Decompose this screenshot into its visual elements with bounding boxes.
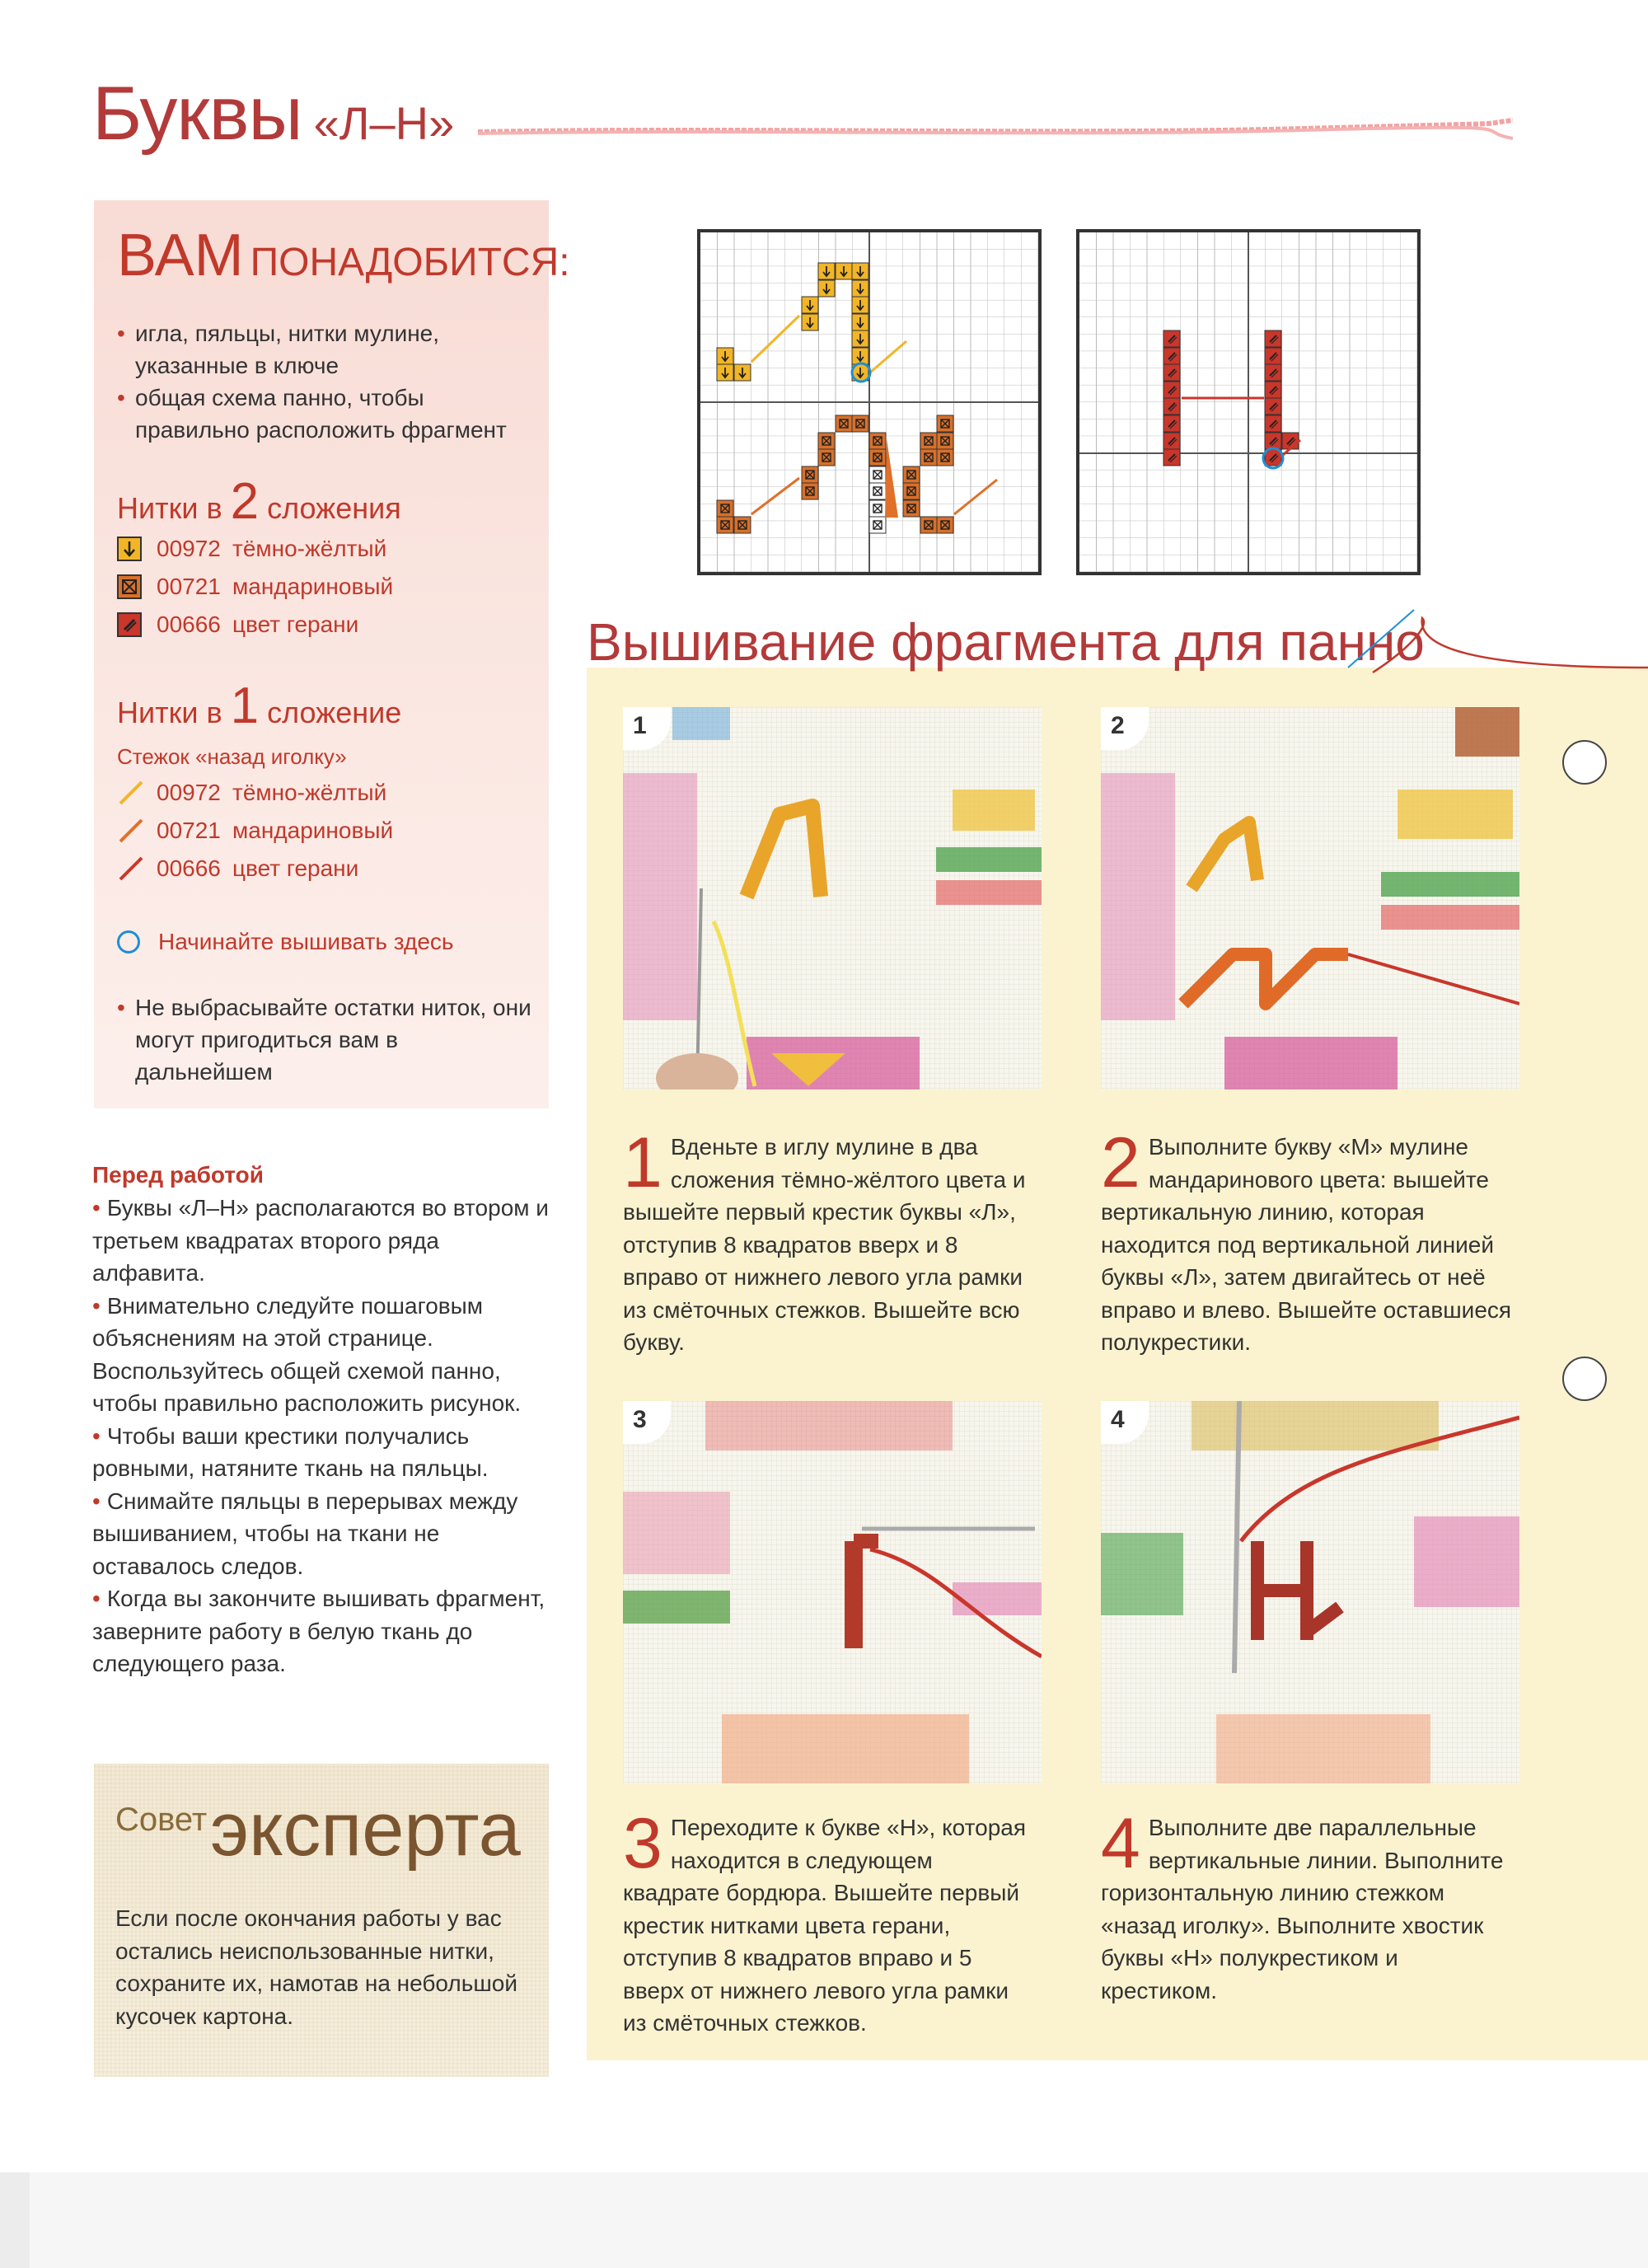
start-circle-icon (117, 930, 140, 954)
step-photo-number: 3 (623, 1401, 671, 1444)
one-strand-number: 1 (230, 677, 260, 734)
key-row-00721: 00721 мандариновый (117, 568, 393, 606)
thread-needle-decoration (1340, 602, 1648, 681)
needs-heading-small: ПОНАДОБИТСЯ: (250, 241, 570, 284)
key-row-00972: 00972 тёмно-жёлтый (117, 530, 386, 568)
key-row-00666: 00666 цвет герани (117, 606, 358, 644)
line-key-00666: 00666 цвет герани (117, 850, 358, 888)
step-number: 4 (1101, 1804, 1140, 1883)
backstitch-label: Стежок «назад иголку» (117, 744, 347, 769)
slash-symbol-icon (117, 612, 142, 637)
line-key-00972: 00972 тёмно-жёлтый (117, 774, 386, 812)
keep-threads-note (117, 991, 537, 1088)
embroidery-title: Вышивание фрагмента для панно (587, 612, 1425, 672)
step-photo-number: 4 (1101, 1401, 1149, 1444)
step-number: 2 (1101, 1123, 1140, 1202)
expert-tip-text: Если после окончания работы у вас остались неиспользованные нитки, сохраните их, намотав на небольшой кусочек картона. (115, 1905, 517, 2029)
before-work-item: • Буквы «Л–Н» располагаются во втором и третьем квадратах второго ряда алфавита. (92, 1195, 549, 1286)
before-work-item: • Снимайте пяльцы в перерывах между вышиванием, чтобы на ткани не оставалось следов. (92, 1488, 518, 1579)
before-work-item: • Внимательно следуйте пошаговым объяснениям на этой странице. Воспользуйтесь общей схемой панно, чтобы правильно расположить рисунок. (92, 1292, 522, 1416)
chart-letter-n (1076, 229, 1421, 575)
expert-tip-box (94, 1764, 549, 2077)
step-text-2: 2 Выполните букву «М» мулине мандаринового цвета: вышейте вертикальную линию, которая находится под вертикальной линией буквы «Л», затем двигайтесь от неё вправо и влево. Вышейте оставшиеся полукрестики. (1101, 1123, 1512, 1355)
orange-line-icon (117, 817, 145, 845)
needs-list (117, 317, 537, 446)
two-strands-heading: Нитки в 2 сложения (117, 473, 401, 530)
page-title-sub: «Л–Н» (313, 97, 455, 149)
keep-threads-text: • Не выбрасывайте остатки ниток, они могут пригодиться вам в дальнейшем (117, 991, 537, 1088)
red-line-icon (117, 855, 145, 883)
needs-heading-big: ВАМ (117, 223, 244, 288)
before-work-heading: Перед работой (92, 1162, 264, 1188)
one-strand-heading: Нитки в 1 сложение (117, 677, 402, 734)
page-title-main: Буквы (92, 72, 302, 156)
step-text-1: 1 Вденьте в иглу мулине в два сложения тёмно-жёлтого цвета и вышейте первый крестик буквы «Л», отступив 8 квадратов вверх и 8 вправо от нижнего левого угла рамки из смёточных стежков. Вышейте всю букву. (623, 1123, 1026, 1355)
before-work-item: • Когда вы закончите вышивать фрагмент, заверните работу в белую ткань до следующего раза. (92, 1586, 545, 1676)
line-key-00721: 00721 мандариновый (117, 812, 393, 850)
start-here-row: Начинайте вышивать здесь (117, 929, 453, 955)
before-work-list (92, 1192, 554, 1680)
two-strands-number: 2 (230, 473, 260, 530)
binder-hole (1562, 1357, 1607, 1401)
scan-bottom-edge (0, 2172, 1648, 2268)
page-title (92, 71, 454, 157)
chart-letters-l-m (697, 229, 1042, 575)
needs-box (94, 200, 570, 1108)
needs-item: • игла, пяльцы, нитки мулине, указанные в ключе (117, 317, 537, 382)
step-photo-4 (1101, 1401, 1519, 1783)
needs-item: • общая схема панно, чтобы правильно расположить фрагмент (117, 382, 537, 446)
step-number: 1 (623, 1123, 662, 1202)
step-text-4: 4 Выполните две параллельные вертикальные линии. Выполните горизонтальную линию стежком «назад иголку». Выполните хвостик буквы «Н» полукрестиком и крестиком. (1101, 1804, 1504, 2003)
step-photo-number: 1 (623, 707, 671, 750)
expert-tip-heading: Советэксперта (115, 1788, 521, 1872)
step-number: 3 (623, 1804, 662, 1883)
needs-heading (117, 222, 570, 289)
step-photo-3 (623, 1401, 1042, 1783)
cross-box-symbol-icon (117, 574, 142, 599)
step-photo-1 (623, 707, 1042, 1089)
step-photo-2 (1101, 707, 1519, 1089)
binder-hole (1562, 740, 1607, 785)
pink-thread-decoration (478, 115, 1513, 145)
step-text-3: 3 Переходите к букве «Н», которая находится в следующем квадрате бордюра. Вышейте первый крестик нитками цвета герани, отступив 8 квадратов вправо и 5 вверх от нижнего левого угла рамки из смёточных стежков. (623, 1804, 1026, 2036)
arrow-symbol-icon (117, 537, 142, 561)
before-work-item: • Чтобы ваши крестики получались ровными, натяните ткань на пяльцы. (92, 1422, 489, 1481)
step-photo-number: 2 (1101, 707, 1149, 750)
yellow-line-icon (117, 779, 145, 807)
